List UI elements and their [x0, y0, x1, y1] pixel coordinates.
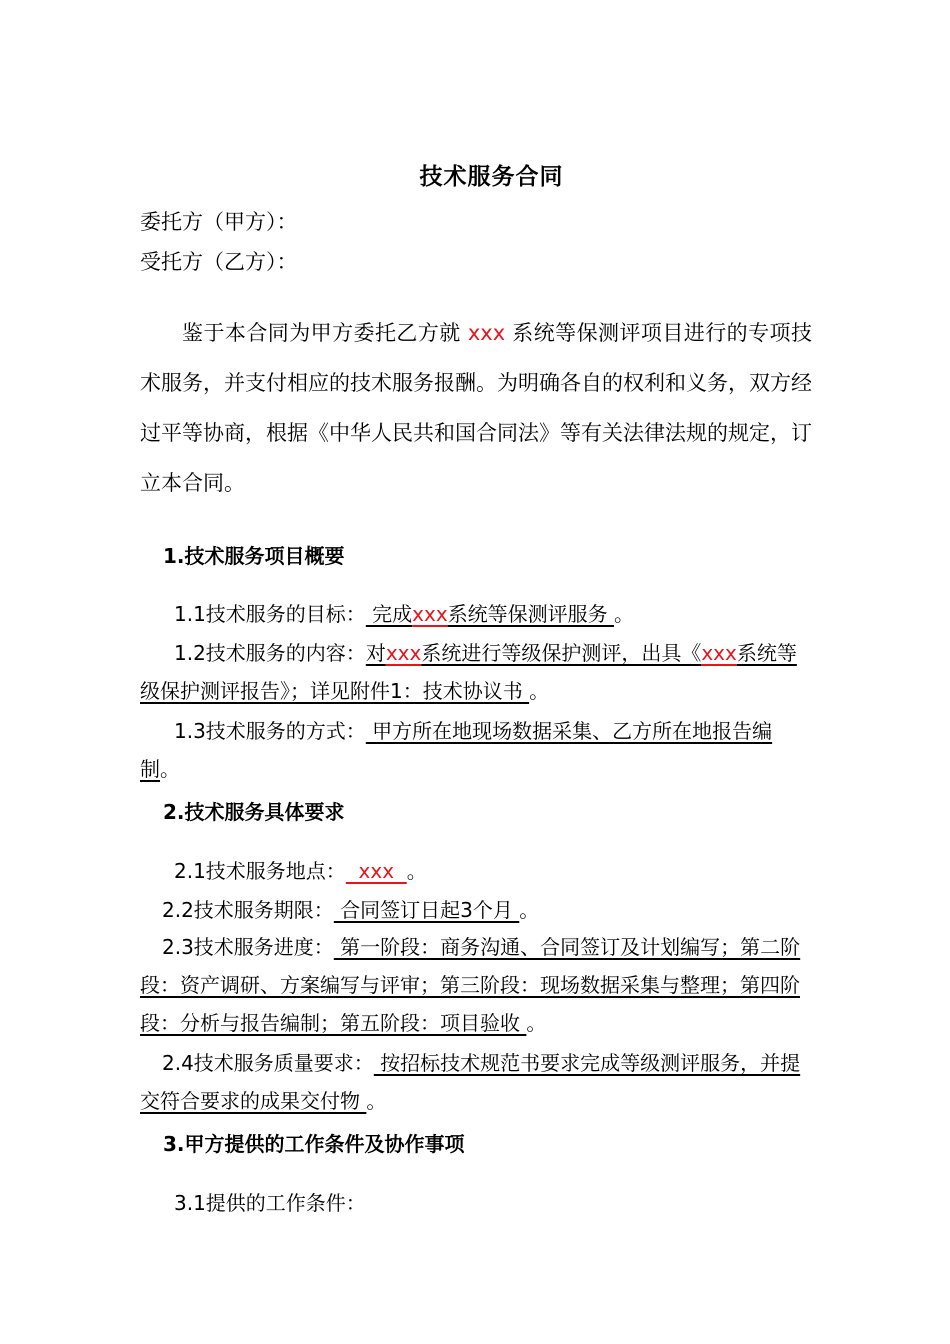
intro-paragraph: [140, 308, 812, 508]
clause-2-2: [140, 891, 812, 929]
clause-end: 。: [366, 1089, 387, 1113]
intro-placeholder: xxx: [467, 321, 506, 345]
clause-2-4: [140, 1044, 812, 1120]
clause-end: 。: [614, 602, 635, 626]
clause-end: 。: [526, 1011, 547, 1035]
section-3-heading: 3.甲方提供的工作条件及协作事项: [163, 1132, 465, 1156]
clause-2-1: [140, 852, 812, 890]
clause-value: 甲方所在地现场数据采集、乙方所在地报告编制: [140, 719, 773, 781]
clause-2-3: [140, 928, 812, 1042]
clause-1-1: [140, 595, 812, 633]
placeholder-xxx: xxx: [385, 641, 422, 665]
clause-value: 第一阶段：商务沟通、合同签订及计划编写；第二阶段：资产调研、方案编写与评审；第三阶段：现场数据采集与整理；第四阶段：分析与报告编制；第五阶段：项目验收: [140, 935, 801, 1035]
clause-label: 1.1技术服务的目标：: [174, 602, 366, 626]
clause-label: 1.2技术服务的内容：: [174, 641, 366, 665]
clause-end: 。: [406, 859, 427, 883]
clause-end: 。: [519, 898, 540, 922]
section-1-heading: 1.技术服务项目概要: [163, 544, 345, 568]
clause-1-2: [140, 634, 812, 710]
section-2-heading: 2.技术服务具体要求: [163, 800, 345, 824]
intro-post: 系统等保测评项目进行的专项技术服务，并支付相应的技术服务报酬。为明确各自的权利和义务，双方经过平等协商，根据《中华人民共和国合同法》等有关法律法规的规定，订立本合同。: [140, 321, 812, 495]
party-b-line: 受托方（乙方）：: [140, 250, 298, 274]
clause-label: 2.4技术服务质量要求：: [162, 1051, 374, 1075]
clause-value: 合同签订日起3个月: [333, 898, 520, 922]
document-title: 技术服务合同: [419, 164, 564, 190]
clause-label: 3.1提供的工作条件：: [174, 1191, 366, 1215]
clause-value: 完成: [365, 602, 413, 626]
intro-pre: 鉴于本合同为甲方委托乙方就: [182, 321, 468, 345]
clause-value: 对: [365, 641, 386, 665]
placeholder-xxx: xxx: [345, 859, 407, 883]
clause-label: 2.1技术服务地点：: [174, 859, 346, 883]
clause-1-3: [140, 712, 812, 788]
clause-label: 1.3技术服务的方式：: [174, 719, 366, 743]
clause-value: 系统进行等级保护测评，出具《: [421, 641, 702, 665]
party-a-line: 委托方（甲方）：: [140, 210, 298, 234]
clause-end: 。: [160, 757, 180, 781]
clause-label: 2.3技术服务进度：: [162, 935, 334, 959]
placeholder-xxx: xxx: [701, 641, 737, 665]
clause-value: 按招标技术规范书要求完成等级测评服务，并提交符合要求的成果交付物: [140, 1051, 801, 1113]
clause-label: 2.2技术服务期限：: [162, 898, 334, 922]
clause-3-1: [140, 1184, 812, 1222]
clause-value: 系统等保测评服务: [447, 602, 615, 626]
clause-value: 系统等级保护测评报告》；详见附件1：技术协议书: [140, 641, 797, 703]
placeholder-xxx: xxx: [412, 602, 448, 626]
clause-end: 。: [529, 679, 550, 703]
